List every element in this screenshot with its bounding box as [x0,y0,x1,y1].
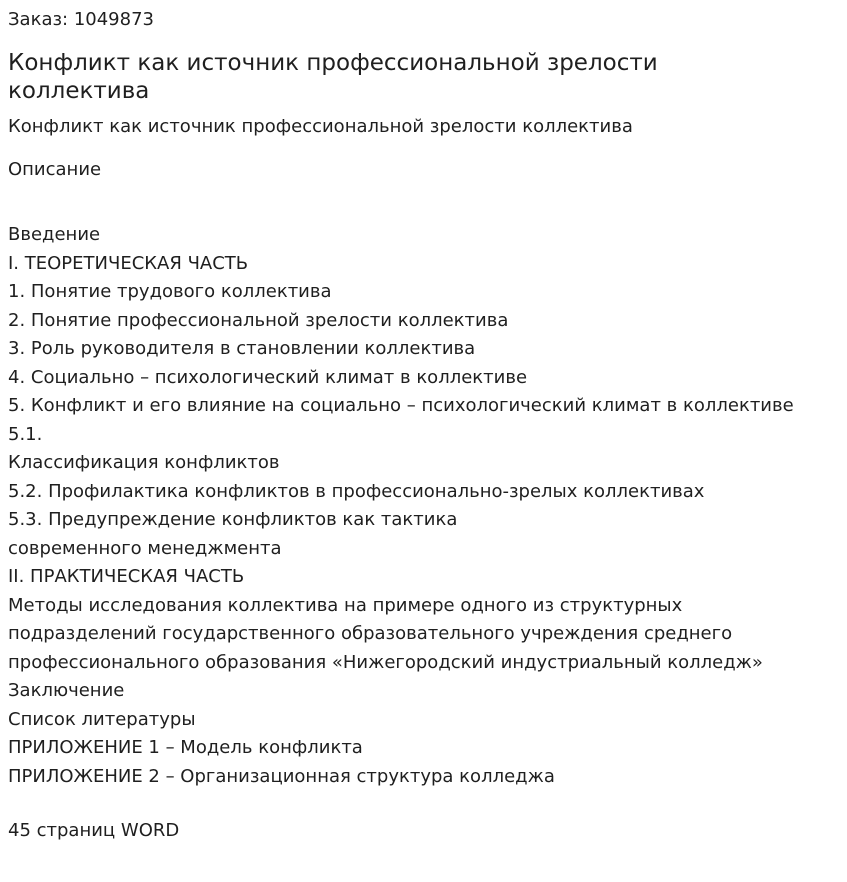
page-title: Конфликт как источник профессиональной зрелости коллектива [8,50,658,104]
toc-item: 1. Понятие трудового коллектива [8,281,332,302]
toc-item: II. ПРАКТИЧЕСКАЯ ЧАСТЬ [8,566,245,587]
toc-item: I. ТЕОРЕТИЧЕСКАЯ ЧАСТЬ [8,252,249,274]
toc-item: ПРИЛОЖЕНИЕ 2 – Организационная структура колледжа [8,765,555,787]
toc-item: Заключение [8,680,125,701]
toc-item: 2. Понятие профессиональной зрелости коллектива [8,309,509,331]
toc-item: 5. Конфликт и его влияние на социально – психологический климат в коллективе [8,395,794,416]
toc-item: 5.3. Предупреждение конфликтов как тактика [8,509,458,530]
page-count: 45 страниц WORD [8,820,180,841]
toc-item: Классификация конфликтов [8,452,280,473]
toc-item: 3. Роль руководителя в становлении коллектива [8,338,476,359]
toc-item: 5.2. Профилактика конфликтов в профессионально-зрелых коллективах [8,480,705,502]
toc-item: профессионального образования «Нижегородский индустриальный колледж» [8,651,763,673]
toc-item: Список литературы [8,708,196,730]
toc-item: современного менеджмента [8,537,282,559]
toc-item: подразделений государственного образовательного учреждения среднего [8,623,733,644]
toc-item: 5.1. [8,423,43,445]
toc-item: ПРИЛОЖЕНИЕ 1 – Модель конфликта [8,737,363,758]
description-label: Описание [8,159,102,180]
toc-item: Введение [8,224,101,245]
order-number: Заказ: 1049873 [8,9,154,30]
table-of-contents [8,221,843,791]
toc-item: Методы исследования коллектива на примере одного из структурных [8,594,683,616]
page-subtitle: Конфликт как источник профессиональной зрелости коллектива [8,116,633,137]
toc-item: 4. Социально – психологический климат в коллективе [8,366,528,388]
